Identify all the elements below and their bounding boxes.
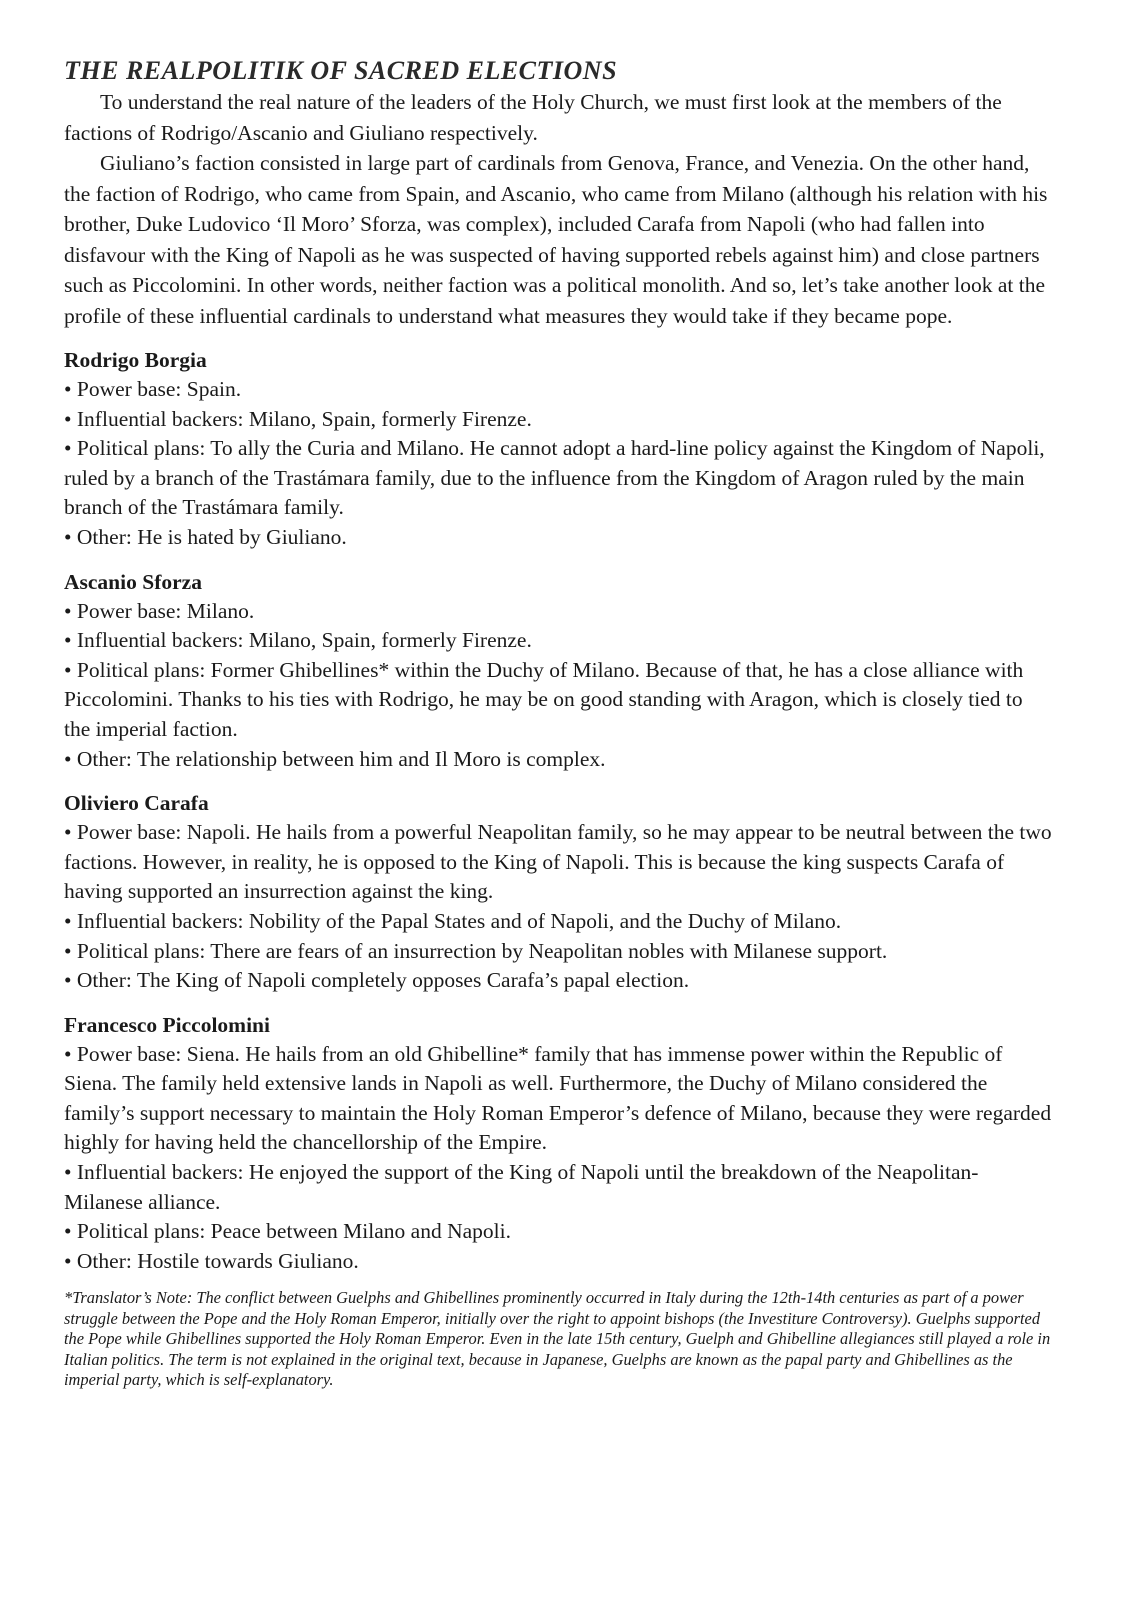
- profile-item: • Influential backers: Nobility of the Papal States and of Napoli, and the Duchy of Milano.: [64, 908, 842, 933]
- page-title: THE REALPOLITIK OF SACRED ELECTIONS: [64, 56, 618, 85]
- profile-item: • Political plans: Peace between Milano and Napoli.: [64, 1219, 511, 1244]
- intro: [64, 87, 1054, 331]
- cardinal-profile-oliviero-carafa: [64, 788, 1054, 996]
- profile-item: • Political plans: Former Ghibellines* within the Duchy of Milano. Because of that, he has a close alliance with Piccolomini. Thanks to his ties with Rodrigo, he may be on good standing with Aragon, which is closely tied to the imperial faction.: [64, 657, 1024, 741]
- cardinal-profile-ascanio-sforza: [64, 567, 1054, 775]
- profile-item: • Political plans: To ally the Curia and Milano. He cannot adopt a hard-line policy against the Kingdom of Napoli, ruled by a branch of the Trastámara family, due to the influence from the Kingdom of Aragon ruled by the main branch of the Trastámara family.: [64, 436, 1045, 520]
- cardinal-profile-francesco-piccolomini: [64, 1010, 1054, 1277]
- page-content: [64, 56, 1054, 1407]
- profile-item: • Other: He is hated by Giuliano.: [64, 524, 347, 549]
- profile-item: • Other: The King of Napoli completely opposes Carafa’s papal election.: [64, 968, 690, 993]
- cardinal-profile-rodrigo-borgia: [64, 345, 1054, 553]
- profile-item: • Influential backers: He enjoyed the support of the King of Napoli until the breakdown of the Neapolitan-Milanese alliance.: [64, 1160, 979, 1214]
- profile-item: • Influential backers: Milano, Spain, formerly Firenze.: [64, 406, 532, 431]
- profile-item: • Power base: Spain.: [64, 377, 242, 401]
- profile-item: • Other: The relationship between him and Il Moro is complex.: [64, 746, 606, 771]
- profile-item: • Power base: Siena. He hails from an old Ghibelline* family that has immense power within the Republic of Siena. The family held extensive lands in Napoli as well. Furthermore, the Duchy of Milano considered the family’s support necessary to maintain the Holy Roman Emperor’s defence of Milano, because they were regarded highly for having held the chancellorship of the Empire.: [64, 1041, 1052, 1155]
- cardinal-name: Francesco Piccolomini: [64, 1012, 270, 1037]
- cardinal-name: Rodrigo Borgia: [64, 348, 207, 372]
- cardinal-name: Oliviero Carafa: [64, 791, 209, 816]
- intro-paragraph: Giuliano’s faction consisted in large part of cardinals from Genova, France, and Venezia. On the other hand, the faction of Rodrigo, who came from Spain, and Ascanio, who came from Milano (although his relation with his brother, Duke Ludovico ‘Il Moro’ Sforza, was complex), included Carafa from Napoli (who had fallen into disfavour with the King of Napoli as he was suspected of having supported rebels against him) and close partners such as Piccolomini. In other words, neither faction was a political monolith. And so, let’s take another look at the profile of these influential cardinals to understand what measures they would take if they became pope.: [64, 151, 1048, 328]
- translator-note: *Translator’s Note: The conflict between Guelphs and Ghibellines prominently occurred in Italy during the 12th-14th centuries as part of a power struggle between the Pope and the Holy Roman Emperor, initially over the right to appoint bishops (the Investiture Controversy). Guelphs supported the Pope while Ghibellines supported the Holy Roman Emperor. Even in the late 15th century, Guelph and Ghibelline allegiances still played a role in Italian politics. The term is not explained in the original text, because in Japanese, Guelphs are known as the papal party and Ghibellines as the imperial party, which is self-explanatory.: [64, 1288, 1051, 1390]
- intro-paragraph: To understand the real nature of the leaders of the Holy Church, we must first look at the members of the factions of Rodrigo/Ascanio and Giuliano respectively.: [64, 90, 1002, 145]
- profile-item: • Power base: Milano.: [64, 598, 255, 623]
- cardinal-name: Ascanio Sforza: [64, 569, 202, 594]
- profile-item: • Power base: Napoli. He hails from a powerful Neapolitan family, so he may appear to be neutral between the two factions. However, in reality, he is opposed to the King of Napoli. This is because the king suspects Carafa of having supported an insurrection against the king.: [64, 820, 1052, 904]
- profile-item: • Influential backers: Milano, Spain, formerly Firenze.: [64, 628, 532, 653]
- profile-item: • Political plans: There are fears of an insurrection by Neapolitan nobles with Milanese support.: [64, 938, 888, 963]
- profile-item: • Other: Hostile towards Giuliano.: [64, 1248, 359, 1273]
